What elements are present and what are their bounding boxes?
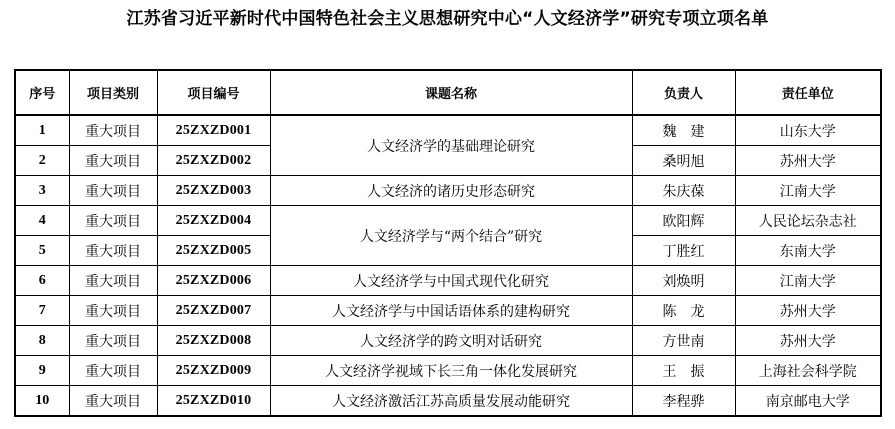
project-code: 25ZXZD009	[157, 356, 270, 386]
table-row	[15, 386, 881, 417]
project-leader: 李程骅	[632, 386, 735, 417]
responsible-unit: 江南大学	[735, 266, 881, 296]
project-leader: 桑明旭	[632, 146, 735, 176]
project-leader: 王 振	[632, 356, 735, 386]
responsible-unit: 苏州大学	[735, 296, 881, 326]
project-topic: 人文经济学与中国话语体系的建构研究	[270, 296, 632, 326]
column-header-topic: 课题名称	[270, 70, 632, 115]
table-row	[15, 296, 881, 326]
row-number: 3	[15, 176, 69, 206]
project-category: 重大项目	[69, 115, 157, 146]
row-number: 4	[15, 206, 69, 236]
project-category: 重大项目	[69, 236, 157, 266]
project-leader: 丁胜红	[632, 236, 735, 266]
responsible-unit: 人民论坛杂志社	[735, 206, 881, 236]
project-code: 25ZXZD004	[157, 206, 270, 236]
project-topic: 人文经济学与中国式现代化研究	[270, 266, 632, 296]
project-code: 25ZXZD003	[157, 176, 270, 206]
project-category: 重大项目	[69, 266, 157, 296]
table-row	[15, 356, 881, 386]
table-row	[15, 115, 881, 146]
project-category: 重大项目	[69, 206, 157, 236]
page-title: 江苏省习近平新时代中国特色社会主义思想研究中心“人文经济学”研究专项立项名单	[126, 9, 769, 29]
project-topic: 人文经济学与“两个结合”研究	[270, 206, 632, 266]
row-number: 1	[15, 115, 69, 146]
project-leader: 欧阳辉	[632, 206, 735, 236]
row-number: 2	[15, 146, 69, 176]
row-number: 6	[15, 266, 69, 296]
project-list-table	[14, 69, 882, 417]
row-number: 9	[15, 356, 69, 386]
project-topic: 人文经济学的跨文明对话研究	[270, 326, 632, 356]
project-category: 重大项目	[69, 356, 157, 386]
project-code: 25ZXZD005	[157, 236, 270, 266]
column-header-unit: 责任单位	[735, 70, 881, 115]
responsible-unit: 东南大学	[735, 236, 881, 266]
table-header-row	[15, 70, 881, 115]
responsible-unit: 山东大学	[735, 115, 881, 146]
column-header-category: 项目类别	[69, 70, 157, 115]
project-leader: 方世南	[632, 326, 735, 356]
project-code: 25ZXZD007	[157, 296, 270, 326]
column-header-no: 序号	[15, 70, 69, 115]
project-topic: 人文经济学视域下长三角一体化发展研究	[270, 356, 632, 386]
table-row	[15, 326, 881, 356]
project-topic: 人文经济激活江苏高质量发展动能研究	[270, 386, 632, 417]
project-code: 25ZXZD006	[157, 266, 270, 296]
project-topic: 人文经济学的基础理论研究	[270, 115, 632, 176]
project-leader: 朱庆葆	[632, 176, 735, 206]
table-row	[15, 266, 881, 296]
row-number: 7	[15, 296, 69, 326]
project-category: 重大项目	[69, 326, 157, 356]
project-code: 25ZXZD008	[157, 326, 270, 356]
project-code: 25ZXZD010	[157, 386, 270, 417]
project-code: 25ZXZD002	[157, 146, 270, 176]
row-number: 10	[15, 386, 69, 417]
project-leader: 刘焕明	[632, 266, 735, 296]
column-header-code: 项目编号	[157, 70, 270, 115]
row-number: 8	[15, 326, 69, 356]
responsible-unit: 江南大学	[735, 176, 881, 206]
responsible-unit: 苏州大学	[735, 146, 881, 176]
row-number: 5	[15, 236, 69, 266]
responsible-unit: 苏州大学	[735, 326, 881, 356]
table-row	[15, 206, 881, 236]
project-category: 重大项目	[69, 146, 157, 176]
table-row	[15, 176, 881, 206]
project-code: 25ZXZD001	[157, 115, 270, 146]
project-category: 重大项目	[69, 296, 157, 326]
project-leader: 魏 建	[632, 115, 735, 146]
column-header-leader: 负责人	[632, 70, 735, 115]
project-leader: 陈 龙	[632, 296, 735, 326]
responsible-unit: 南京邮电大学	[735, 386, 881, 417]
project-category: 重大项目	[69, 176, 157, 206]
project-topic: 人文经济的诸历史形态研究	[270, 176, 632, 206]
responsible-unit: 上海社会科学院	[735, 356, 881, 386]
project-category: 重大项目	[69, 386, 157, 417]
